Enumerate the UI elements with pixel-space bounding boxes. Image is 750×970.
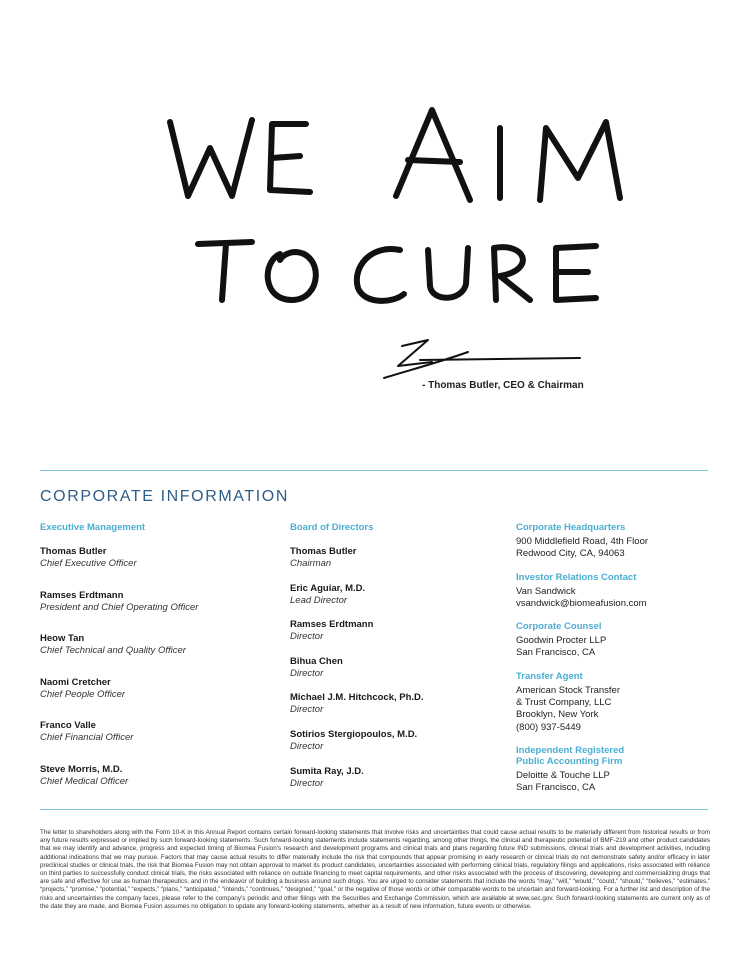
person-role: Director [290, 740, 324, 752]
transfer-agent-block [516, 671, 716, 734]
executive-person [40, 590, 280, 634]
investor-relations-block [516, 572, 716, 611]
auditor-block [516, 745, 716, 795]
director-person [290, 619, 510, 656]
person-name: Bihua Chen [290, 655, 343, 667]
person-role: Chairman [290, 558, 332, 569]
investor-relations-heading: Investor Relations Contact [516, 571, 637, 583]
headquarters-heading: Corporate Headquarters [516, 522, 626, 533]
contact-email-link[interactable]: vsandwick@biomeafusion.com [516, 597, 647, 609]
counsel-heading: Corporate Counsel [516, 621, 602, 633]
transfer-agent-phone: (800) 937-5449 [516, 721, 581, 733]
forward-looking-disclaimer: The letter to shareholders along with the Form 10-K in this Annual Report contains certain forward-looking statements that involve risks and uncertainties that could cause actual results to be materially different from historical results or from any future results expressed or implied by such forward-looking statements. Such forward-looking statements include statements regarding, among other things, the clinical and therapeutic potential of BMF-219 and other product candidates that we may identify and advance, progress and expected timing of Biomea Fusion’s research and development programs and clinical trials and plans regarding future IND submissions, clinical trials and development activities, including additional indications that we may pursue. Factors that may cause actual results to differ materially include the risk that compounds that appear promising in early research or clinical trials do not demonstrate safety and/or efficacy in later preclinical studies or clinical trials, the risk that Biomea Fusion may not obtain approval to market its product candidates, uncertainties associated with performing clinical trials, regulatory filings and applications, risks associated with reliance on third parties to successfully conduct clinical trials, the risks associated with reliance on outside financing to meet capital requirements, and other risks associated with the process of discovering, developing and commercializing drugs that are safe and effective for use as human therapeutics, and in the endeavor of building a business around such drugs. You are urged to consider statements that include the words “may,” “will,” “would,” “could,” “should,” “believes,” “estimates,” “projects,” “promise,” “potential,” “expects,” “plans,” “anticipated,” “intends,” “continues,” “designed,” “goal,” or the negative of those words or other comparable words to be uncertain and forward-looking. For a further list and description of the risks and uncertainties the company faces, please refer to the company’s periodic and other filings with the Securities and Exchange Commission, which are available at www.sec.gov. Such forward-looking statements are current only as of the date they are made, and Biomea Fusion assumes no obligation to update any forward-looking statements, whether as a result of new information, future events or otherwise. [40, 829, 710, 910]
person-name: Heow Tan [40, 633, 85, 644]
auditor-name: Deloitte & Touche LLP [516, 769, 610, 781]
auditor-heading: Independent Registered [516, 744, 625, 756]
handwritten-headline [0, 0, 750, 320]
person-name: Franco Valle [40, 720, 96, 731]
person-role: Chief Medical Officer [40, 775, 129, 787]
address-line: Redwood City, CA, 94063 [516, 548, 625, 560]
corporate-counsel-block [516, 621, 716, 660]
person-role: Chief Technical and Quality Officer [40, 645, 186, 656]
handwritten-we-aim [170, 110, 620, 200]
board-heading: Board of Directors [290, 522, 374, 533]
top-divider [40, 470, 708, 471]
person-name: Ramses Erdtmann [290, 619, 374, 631]
person-name: Michael J.M. Hitchcock, Ph.D. [290, 692, 424, 704]
contacts-column [516, 522, 716, 806]
counsel-name: Goodwin Procter LLP [516, 635, 607, 647]
counsel-location: San Francisco, CA [516, 647, 596, 659]
person-name: Ramses Erdtmann [40, 589, 124, 601]
person-role: Lead Director [290, 594, 348, 606]
director-person [290, 766, 510, 803]
executive-person [40, 677, 280, 721]
person-role: President and Chief Operating Officer [40, 601, 199, 613]
address-line: 900 Middlefield Road, 4th Floor [516, 536, 649, 547]
person-role: Director [290, 777, 324, 789]
executive-person [40, 764, 280, 808]
person-name: Steve Morris, M.D. [40, 763, 123, 775]
bottom-divider [40, 809, 708, 810]
transfer-agent-heading: Transfer Agent [516, 670, 583, 682]
director-person [290, 729, 510, 766]
executive-person [40, 720, 280, 764]
person-name: Thomas Butler [40, 546, 107, 557]
person-name: Sumita Ray, J.D. [290, 765, 364, 777]
quote-attribution: - Thomas Butler, CEO & Chairman [422, 380, 584, 391]
auditor-heading: Public Accounting Firm [516, 756, 623, 768]
person-name: Sotirios Stergiopoulos, M.D. [290, 728, 418, 740]
executive-heading: Executive Management [40, 522, 146, 533]
section-title: CORPORATE INFORMATION [40, 488, 290, 505]
transfer-agent-line: Brooklyn, New York [516, 709, 599, 721]
executive-person [40, 633, 280, 677]
executive-management-column [40, 522, 280, 807]
auditor-location: San Francisco, CA [516, 782, 596, 794]
person-role: Director [290, 631, 324, 643]
director-person [290, 656, 510, 693]
handwritten-to-cure [198, 242, 596, 301]
headquarters-block [516, 522, 716, 561]
director-person [290, 583, 510, 620]
person-role: Chief Executive Officer [40, 558, 137, 569]
director-person [290, 692, 510, 729]
signature [380, 330, 590, 385]
person-role: Chief People Officer [40, 688, 126, 700]
executive-person [40, 546, 280, 590]
person-role: Chief Financial Officer [40, 732, 134, 743]
person-role: Director [290, 667, 324, 679]
transfer-agent-line: American Stock Transfer [516, 684, 621, 696]
person-name: Eric Aguiar, M.D. [290, 582, 366, 594]
director-person [290, 546, 510, 583]
transfer-agent-line: & Trust Company, LLC [516, 697, 612, 709]
person-role: Director [290, 704, 324, 716]
contact-name: Van Sandwick [516, 585, 576, 597]
board-of-directors-column [290, 522, 510, 802]
person-name: Naomi Cretcher [40, 676, 111, 688]
person-name: Thomas Butler [290, 546, 357, 557]
